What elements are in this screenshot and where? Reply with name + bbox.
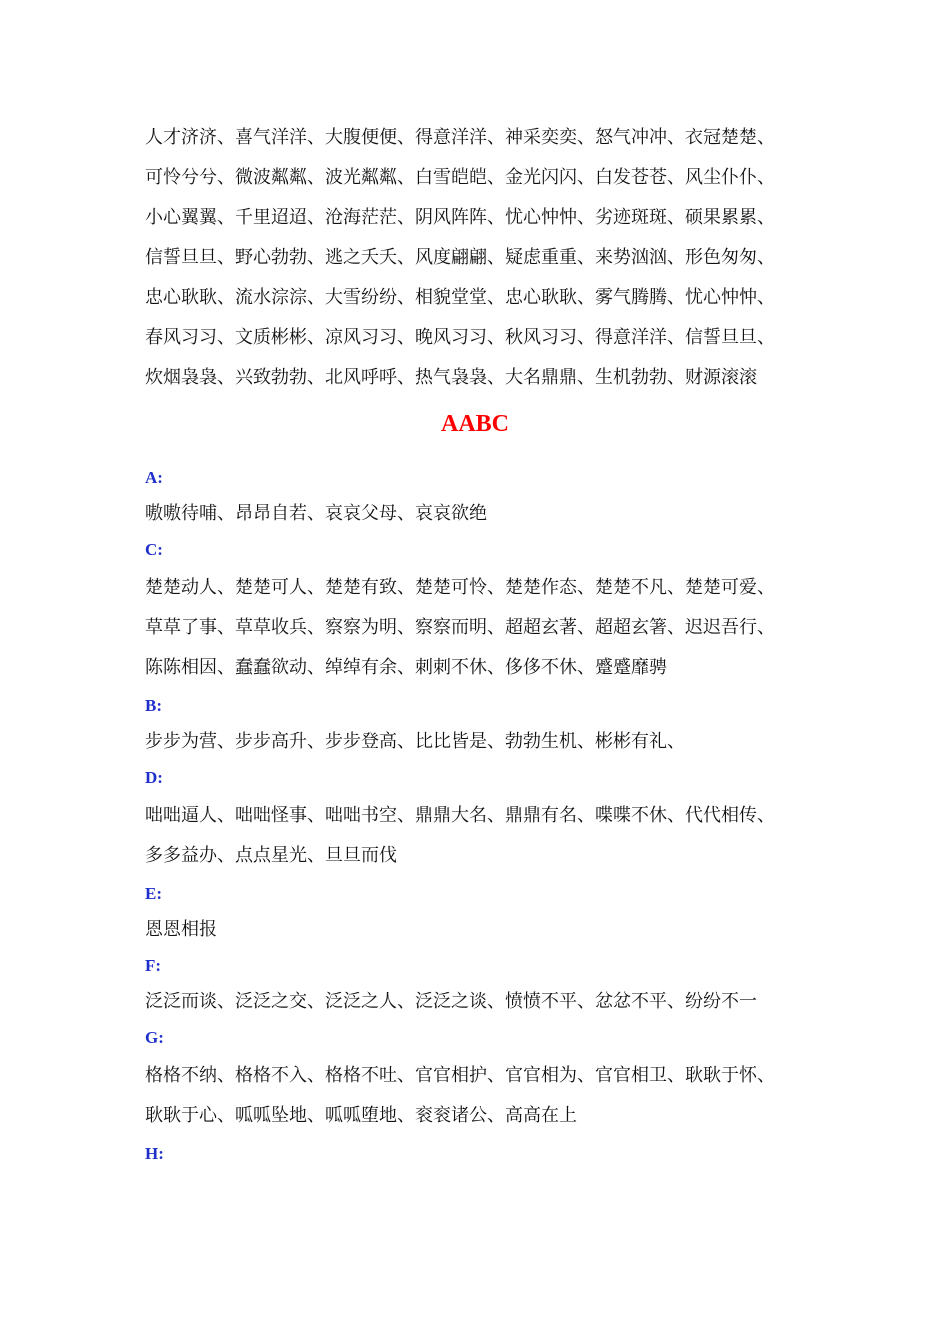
intro-paragraph [145, 118, 825, 398]
section-d-line: 咄咄逼人、咄咄怪事、咄咄书空、鼎鼎大名、鼎鼎有名、喋喋不休、代代相传、 [145, 805, 775, 826]
section-label-e: E: [145, 884, 162, 903]
intro-line: 人才济济、喜气洋洋、大腹便便、得意洋洋、神采奕奕、怒气冲冲、衣冠楚楚、 [145, 127, 775, 148]
intro-line: 可怜兮兮、微波粼粼、波光粼粼、白雪皑皑、金光闪闪、白发苍苍、风尘仆仆、 [145, 167, 775, 188]
section-c-line: 楚楚动人、楚楚可人、楚楚有致、楚楚可怜、楚楚作态、楚楚不凡、楚楚可爱、 [145, 577, 775, 598]
section-c-line: 陈陈相因、蠢蠢欲动、绰绰有余、刺刺不休、侈侈不休、蹙蹙靡骋 [145, 657, 667, 678]
section-c-line: 草草了事、草草收兵、察察为明、察察而明、超超玄著、超超玄箸、迟迟吾行、 [145, 617, 775, 638]
section-label-h: H: [145, 1144, 164, 1163]
section-label-d: D: [145, 768, 163, 787]
section-a-line: 嗷嗷待哺、昂昂自若、哀哀父母、哀哀欲绝 [145, 503, 487, 524]
section-b-line: 步步为营、步步高升、步步登高、比比皆是、勃勃生机、彬彬有礼、 [145, 731, 685, 752]
section-label-f: F: [145, 956, 162, 975]
section-label-a: A: [145, 468, 163, 487]
section-label-c: C: [145, 540, 163, 559]
intro-line: 炊烟袅袅、兴致勃勃、北风呼呼、热气袅袅、大名鼎鼎、生机勃勃、财源滚滚 [145, 367, 757, 388]
intro-line: 春风习习、文质彬彬、凉风习习、晚风习习、秋风习习、得意洋洋、信誓旦旦、 [145, 327, 775, 348]
section-d-line: 多多益办、点点星光、旦旦而伐 [145, 845, 397, 866]
letter-sections [145, 460, 825, 1172]
intro-line: 信誓旦旦、野心勃勃、逃之夭夭、风度翩翩、疑虑重重、来势汹汹、形色匆匆、 [145, 247, 775, 268]
section-g-line: 耿耿于心、呱呱坠地、呱呱堕地、衮衮诸公、高高在上 [145, 1105, 577, 1126]
section-e-line: 恩恩相报 [145, 919, 217, 940]
intro-line: 小心翼翼、千里迢迢、沧海茫茫、阴风阵阵、忧心忡忡、劣迹斑斑、硕果累累、 [145, 207, 775, 228]
section-label-g: G: [145, 1028, 164, 1047]
section-heading: AABC [440, 411, 509, 437]
section-f-line: 泛泛而谈、泛泛之交、泛泛之人、泛泛之谈、愤愤不平、忿忿不平、纷纷不一 [145, 991, 757, 1012]
section-label-b: B: [145, 696, 162, 715]
intro-line: 忠心耿耿、流水淙淙、大雪纷纷、相貌堂堂、忠心耿耿、雾气腾腾、忧心忡忡、 [145, 287, 775, 308]
section-g-line: 格格不纳、格格不入、格格不吐、官官相护、官官相为、官官相卫、耿耿于怀、 [145, 1065, 775, 1086]
